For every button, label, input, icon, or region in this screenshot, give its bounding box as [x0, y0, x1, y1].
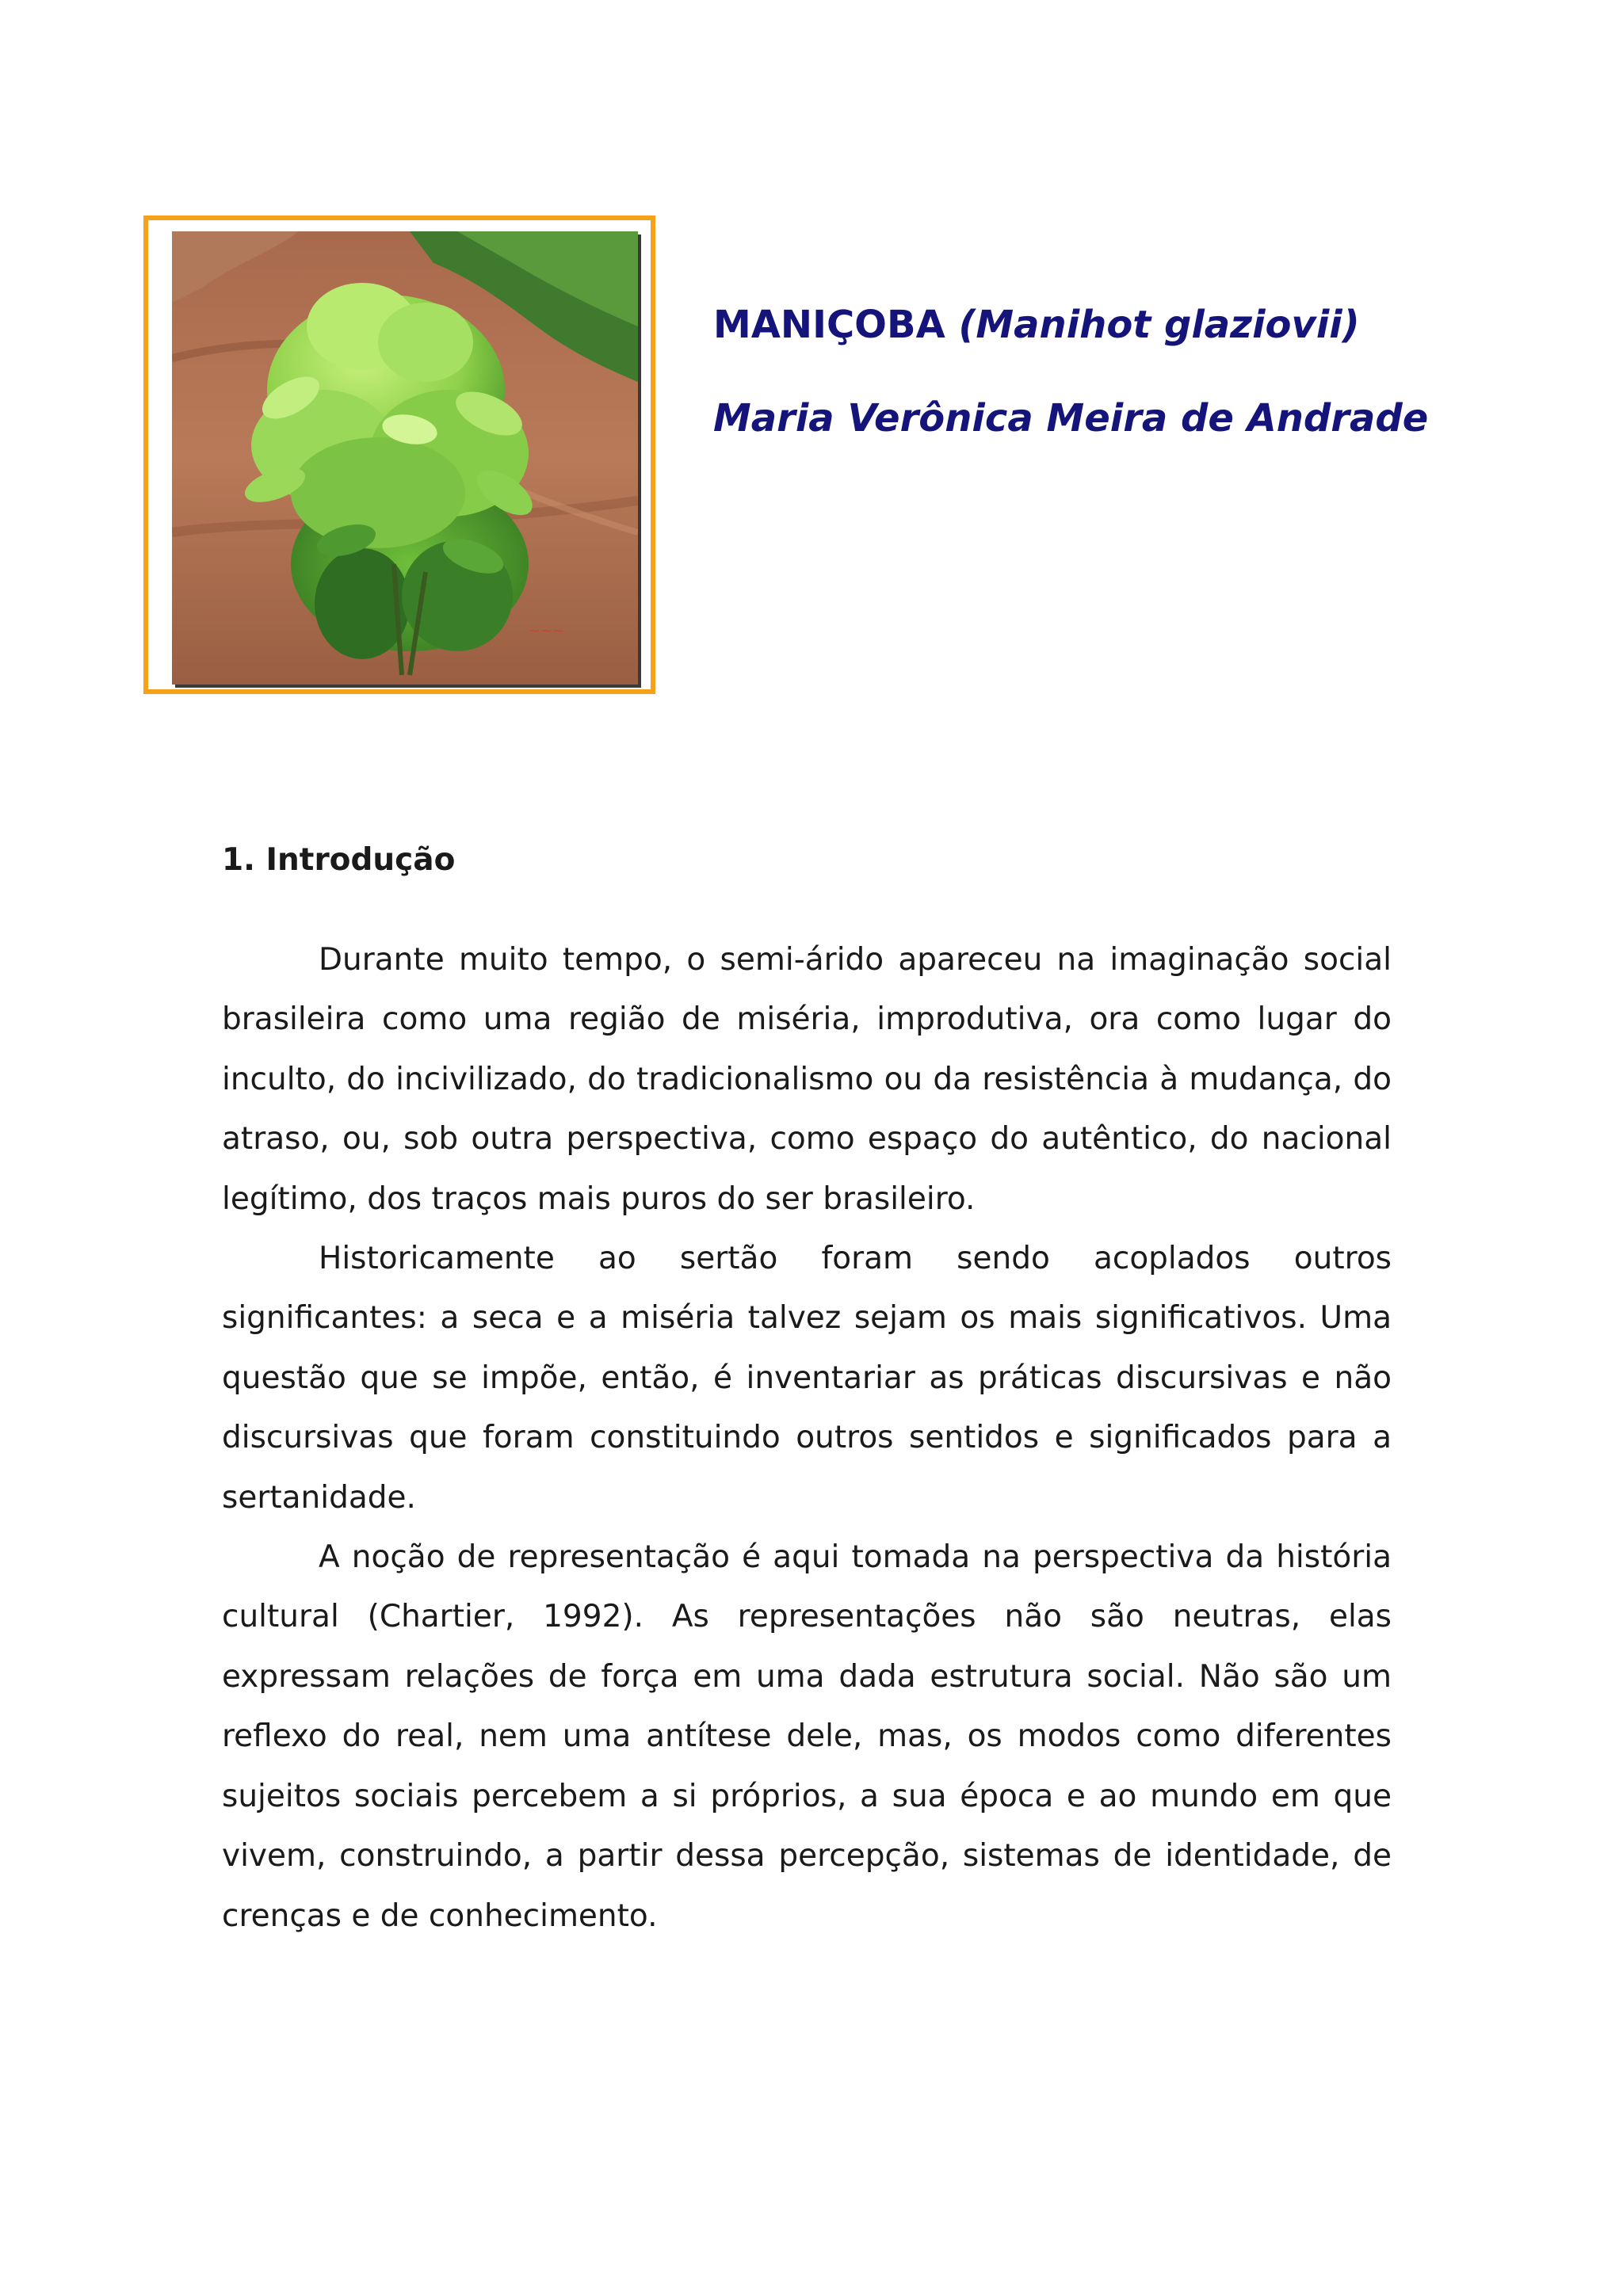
svg-text:~~~: ~~~: [529, 623, 565, 639]
paragraph: Durante muito tempo, o semi-árido apareceu na imaginação social brasileira como uma região de miséria, improdutiva, ora como lugar do inculto, do incivilizado, do tradicionalismo ou da resistência à mudança, do atraso, ou, sob outra perspectiva, como espaço do autêntico, do nacional legítimo, dos traços mais puros do ser brasileiro.: [222, 942, 1392, 1217]
plant-photo-icon: [172, 231, 638, 685]
photo-frame: [143, 215, 655, 694]
paragraph: Historicamente ao sertão foram sendo acoplados outros significantes: a seca e a miséria talvez sejam os mais significativos. Uma questão que se impõe, então, é inventariar as práticas discursivas e não discursivas que foram constituindo outros sentidos e significados para a sertanidade.: [222, 1241, 1392, 1516]
introduction-section: [222, 838, 1392, 1946]
title-main: MANIÇOBA: [713, 303, 945, 347]
document-heading: [713, 301, 1585, 442]
manicoba-plant-photo: [172, 231, 638, 685]
section-heading: 1. Introdução: [222, 842, 456, 878]
paragraph: A noção de representação é aqui tomada na perspectiva da história cultural (Chartier, 1992). As representações não são neutras, elas expressam relações de força em uma dada estrutura social. Não são um reflexo do real, nem uma antítese dele, mas, os modos como diferentes sujeitos sociais percebem a si próprios, a sua época e ao mundo em que vivem, construindo, a partir dessa percepção, sistemas de identidade, de crenças e de conhecimento.: [222, 1539, 1392, 1934]
title-scientific-name: (Manihot glaziovii): [958, 303, 1360, 347]
document-author: Maria Verônica Meira de Andrade: [713, 396, 1429, 441]
document-title: [713, 301, 1585, 349]
